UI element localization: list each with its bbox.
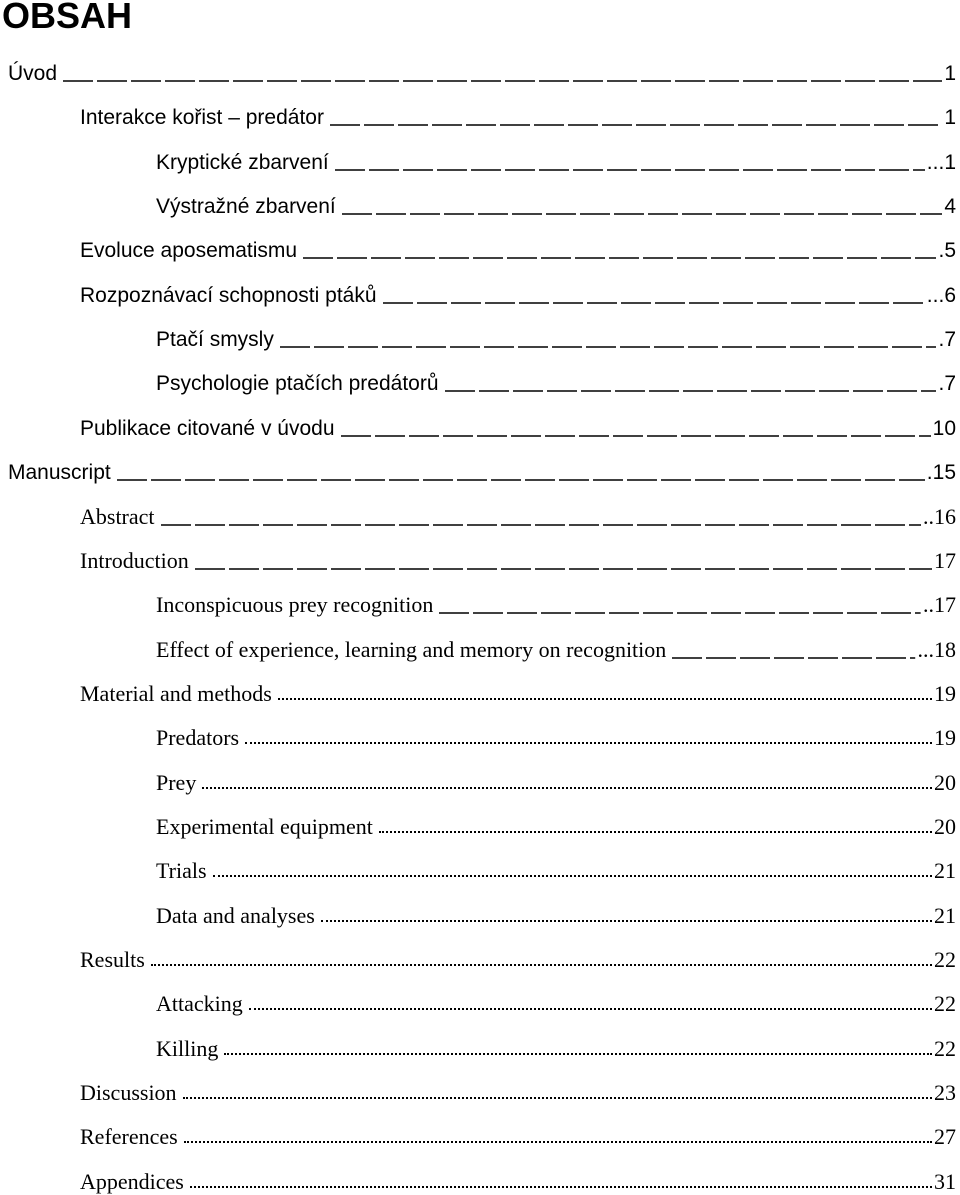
toc-entry[interactable] bbox=[80, 677, 956, 707]
toc-page-number: 18 bbox=[934, 637, 956, 662]
toc-page-number: 17 bbox=[934, 592, 956, 617]
toc-leader-line bbox=[445, 389, 937, 393]
toc-leader-dots: . bbox=[938, 328, 945, 351]
toc-entry[interactable] bbox=[156, 145, 956, 175]
toc-entry[interactable] bbox=[8, 455, 956, 485]
toc-leader-line bbox=[439, 611, 921, 615]
toc-entry-title: Rozpoznávací schopnosti ptáků bbox=[80, 284, 377, 307]
toc-entry-page-number bbox=[942, 106, 956, 130]
toc-page-number: 5 bbox=[944, 239, 956, 262]
toc-leader-line bbox=[341, 434, 931, 438]
toc-entry-title: Abstract bbox=[80, 504, 155, 529]
toc-leader-dots: .. bbox=[923, 592, 934, 617]
toc-leader-line bbox=[303, 256, 936, 260]
page-title: OBSAH bbox=[2, 0, 133, 36]
toc-page-number: 22 bbox=[934, 1036, 956, 1061]
toc-leader-dots: . bbox=[938, 372, 945, 395]
toc-entry-title: Evoluce aposematismu bbox=[80, 239, 298, 262]
toc-page-number: 7 bbox=[944, 372, 956, 395]
toc-entry-page-number bbox=[925, 151, 956, 175]
toc-entry[interactable] bbox=[156, 366, 956, 396]
toc-leader bbox=[151, 964, 932, 966]
toc-entry[interactable] bbox=[80, 1165, 956, 1195]
toc-entry-page-number bbox=[925, 461, 956, 485]
toc-entry[interactable] bbox=[80, 278, 956, 308]
toc-leader bbox=[224, 1053, 932, 1055]
toc-page-number: 21 bbox=[934, 858, 956, 883]
toc-page-number: 15 bbox=[932, 461, 956, 484]
toc-entry[interactable] bbox=[156, 810, 956, 840]
toc-page-number: 1 bbox=[944, 62, 956, 85]
toc-leader-dots: . bbox=[926, 461, 933, 484]
toc-entry[interactable] bbox=[80, 100, 956, 130]
toc-leader-dots: ... bbox=[926, 151, 945, 174]
toc-entry[interactable] bbox=[156, 721, 956, 751]
toc-leader bbox=[202, 787, 932, 789]
toc-leader bbox=[379, 831, 932, 833]
toc-leader bbox=[213, 875, 932, 877]
toc-leader bbox=[190, 1186, 932, 1188]
toc-entry[interactable] bbox=[156, 588, 956, 618]
toc-entry[interactable] bbox=[80, 544, 956, 574]
toc-entry-page-number bbox=[942, 62, 956, 86]
toc-entry-title: Prey bbox=[156, 770, 197, 795]
toc-leader-dots: .. bbox=[923, 504, 934, 529]
toc-page-number: 7 bbox=[944, 328, 956, 351]
toc-entry[interactable] bbox=[8, 56, 956, 86]
toc-entry[interactable] bbox=[156, 322, 956, 352]
toc-entry-page-number bbox=[932, 1036, 956, 1062]
toc-page-number: 27 bbox=[934, 1124, 956, 1149]
toc-leader bbox=[249, 1008, 932, 1010]
toc-entry-title: Výstražné zbarvení bbox=[156, 195, 336, 218]
toc-entry-title: Material and methods bbox=[80, 681, 272, 706]
toc-entry-title: Data and analyses bbox=[156, 903, 315, 928]
toc-leader-dots: ... bbox=[917, 637, 934, 662]
toc-entry[interactable] bbox=[80, 233, 956, 263]
toc-entry-page-number bbox=[925, 284, 956, 308]
toc-leader-line bbox=[383, 301, 925, 305]
toc-page-number: 19 bbox=[934, 681, 956, 706]
toc-entry-page-number bbox=[932, 947, 956, 973]
toc-entry-page-number bbox=[932, 858, 956, 884]
toc-entry[interactable] bbox=[156, 1032, 956, 1062]
toc-entry-title: Trials bbox=[156, 858, 207, 883]
toc-leader-dots: ... bbox=[926, 284, 945, 307]
toc-entry-title: Introduction bbox=[80, 548, 189, 573]
toc-entry-title: Killing bbox=[156, 1036, 219, 1061]
toc-entry[interactable] bbox=[80, 943, 956, 973]
toc-entry[interactable] bbox=[156, 633, 956, 663]
toc-entry-page-number bbox=[936, 372, 956, 396]
toc-entry-title: Interakce kořist – predátor bbox=[80, 106, 324, 129]
toc-entry-title: Appendices bbox=[80, 1169, 184, 1194]
toc-entry-title: Results bbox=[80, 947, 145, 972]
toc-entry-page-number bbox=[932, 991, 956, 1017]
toc-page-number: 21 bbox=[934, 903, 956, 928]
toc-entry-page-number bbox=[932, 725, 956, 751]
toc-page-number: 19 bbox=[934, 725, 956, 750]
toc-entry-page-number bbox=[932, 903, 956, 929]
toc-entry-title: Discussion bbox=[80, 1080, 177, 1105]
toc-entry-page-number bbox=[916, 637, 957, 663]
toc-page-number: 20 bbox=[934, 814, 956, 839]
toc-leader-line bbox=[195, 567, 932, 571]
toc-page-number: 17 bbox=[934, 548, 956, 573]
toc-leader-line bbox=[330, 123, 942, 127]
toc-entry-title: Experimental equipment bbox=[156, 814, 373, 839]
toc-entry-title: Inconspicuous prey recognition bbox=[156, 592, 434, 617]
toc-entry-page-number bbox=[932, 814, 956, 840]
toc-leader bbox=[184, 1141, 932, 1143]
toc-leader-line bbox=[672, 656, 915, 660]
toc-entry-page-number bbox=[936, 239, 956, 263]
toc-entry-page-number bbox=[932, 548, 956, 574]
toc-entry-title: Úvod bbox=[8, 62, 58, 85]
toc-page-number: 4 bbox=[944, 195, 956, 218]
toc-entry-page-number bbox=[921, 592, 956, 618]
toc-entry[interactable] bbox=[80, 500, 956, 530]
toc-entry[interactable] bbox=[156, 766, 956, 796]
toc-entry[interactable] bbox=[80, 1120, 956, 1150]
toc-page-number: 22 bbox=[934, 947, 956, 972]
toc-entry[interactable] bbox=[80, 1076, 956, 1106]
toc-entry-page-number bbox=[931, 417, 956, 441]
toc-page-number: 1 bbox=[944, 106, 956, 129]
toc-leader bbox=[278, 698, 932, 700]
toc-page-number: 16 bbox=[934, 504, 956, 529]
toc-entry[interactable] bbox=[80, 411, 956, 441]
toc-leader-dots: . bbox=[938, 239, 945, 262]
toc-leader-line bbox=[161, 523, 921, 527]
toc-entry-page-number bbox=[932, 1080, 956, 1106]
toc-entry-page-number bbox=[932, 681, 956, 707]
toc-entry[interactable] bbox=[156, 987, 956, 1017]
toc-entry-page-number bbox=[921, 504, 956, 530]
toc-page-number: 1 bbox=[944, 151, 956, 174]
toc-leader bbox=[245, 742, 932, 744]
toc-leader-line bbox=[117, 478, 925, 482]
toc-entry[interactable] bbox=[156, 854, 956, 884]
toc-entry-page-number bbox=[932, 1124, 956, 1150]
toc-page-number: 23 bbox=[934, 1080, 956, 1105]
toc-page-number: 31 bbox=[934, 1169, 956, 1194]
toc-page-number: 10 bbox=[932, 417, 956, 440]
toc-entry-title: References bbox=[80, 1124, 178, 1149]
toc-page-number: 6 bbox=[944, 284, 956, 307]
toc-entry-title: Psychologie ptačích predátorů bbox=[156, 372, 439, 395]
toc-entry-page-number bbox=[942, 195, 956, 219]
toc-entry-title: Ptačí smysly bbox=[156, 328, 274, 351]
toc-entry-page-number bbox=[932, 1169, 956, 1195]
toc-entry-title: Predators bbox=[156, 725, 240, 750]
toc-entry[interactable] bbox=[156, 899, 956, 929]
toc-leader-line bbox=[280, 345, 937, 349]
toc-entry-title: Effect of experience, learning and memory on recognition bbox=[156, 637, 667, 662]
toc-entry-page-number bbox=[936, 328, 956, 352]
toc-entry-title: Manuscript bbox=[8, 461, 111, 484]
toc-leader-line bbox=[63, 79, 942, 83]
toc-leader-line bbox=[335, 168, 925, 172]
toc-entry-page-number bbox=[932, 770, 956, 796]
toc-page-number: 20 bbox=[934, 770, 956, 795]
toc-entry-title: Kryptické zbarvení bbox=[156, 151, 329, 174]
toc-page-number: 22 bbox=[934, 991, 956, 1016]
toc-leader-line bbox=[342, 212, 943, 216]
toc-entry-title: Publikace citované v úvodu bbox=[80, 417, 335, 440]
toc-entry-title: Attacking bbox=[156, 991, 243, 1016]
toc-entry[interactable] bbox=[156, 189, 956, 219]
toc-leader bbox=[183, 1097, 932, 1099]
toc-leader bbox=[321, 920, 932, 922]
